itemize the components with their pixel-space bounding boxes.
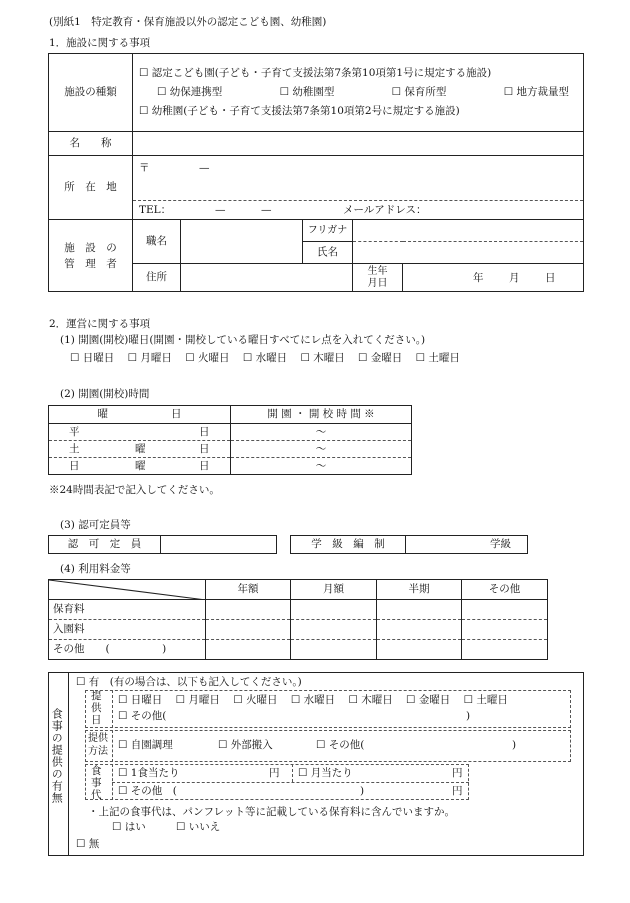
meal-day-sat[interactable]: ☐ 土曜日 [463, 694, 508, 706]
method-own-kitchen[interactable]: ☐ 自園調理 [118, 739, 173, 751]
day-mon[interactable]: ☐ 月曜日 [127, 352, 172, 364]
fee-cell[interactable] [462, 600, 548, 620]
cost-other-close: ) [360, 785, 365, 797]
tel-dash-2: — [261, 204, 272, 216]
name-label: 名 称 [49, 132, 133, 156]
hours-table [48, 405, 412, 475]
day-sun[interactable]: ☐ 日曜日 [70, 352, 115, 364]
fee-col-half: 半期 [377, 580, 462, 600]
pamphlet-no[interactable]: ☐ いいえ [176, 821, 221, 833]
cost-other[interactable]: ☐ その他 ( [118, 785, 177, 797]
fee-cell[interactable] [377, 620, 462, 640]
address-field[interactable] [133, 156, 584, 220]
section2-title: 2．運営に関する事項 [49, 318, 151, 330]
address-divider [133, 200, 583, 201]
furigana-field[interactable] [353, 220, 584, 242]
sub-option-chiho[interactable]: ☐ 地方裁量型 [503, 86, 569, 98]
hours-row-weekday: 平 日 [49, 424, 231, 441]
email-label: メールアドレス： [343, 204, 427, 216]
hours-note: ※24時間表記で記入してください。 [49, 484, 220, 496]
hours-row-saturday: 土 曜 日 [49, 441, 231, 458]
meal-days-row [118, 694, 508, 707]
day-fri[interactable]: ☐ 金曜日 [358, 352, 403, 364]
fee-cell[interactable] [462, 640, 548, 660]
cost-other-yen: 円 [452, 785, 463, 797]
hours-head-day: 曜 日 [49, 406, 231, 424]
classes-field[interactable]: 学級 [406, 536, 528, 554]
divider [292, 764, 293, 782]
birth-label: 生年 月日 [353, 264, 403, 292]
sub-option-yoho[interactable]: ☐ 幼保連携型 [157, 86, 223, 98]
hours-title: (2) 開園(開校)時間 [60, 388, 150, 400]
method-other[interactable]: ☐ その他( [316, 739, 365, 751]
address-label: 所 在 地 [49, 156, 133, 220]
hours-saturday-time[interactable]: ～ [231, 441, 412, 458]
cost-label: 食 事 代 [91, 765, 102, 801]
diagonal-line [49, 580, 206, 600]
document-heading: (別紙1 特定教育・保育施設以外の認定こども園、幼稚園) [49, 16, 327, 28]
fee-row-tuition: 保育料 [49, 600, 206, 620]
capacity-field[interactable] [161, 536, 277, 554]
cost-per-meal-yen: 円 [269, 767, 280, 779]
days-title: (1) 開園(開校)曜日(開園・開校している曜日すべてにレ点を入れてください。) [60, 334, 426, 346]
hours-weekday-time[interactable]: ～ [231, 424, 412, 441]
name-field[interactable] [133, 132, 584, 156]
fee-col-other: その他 [462, 580, 548, 600]
classes-table [290, 535, 528, 554]
method-external[interactable]: ☐ 外部搬入 [218, 739, 273, 751]
day-tue[interactable]: ☐ 火曜日 [185, 352, 230, 364]
postal-mark: 〒 [139, 162, 150, 174]
postal-dash: — [199, 162, 210, 174]
pamphlet-question: ・上記の食事代は、パンフレット等に記載している保育料に含んでいますか。 [88, 806, 455, 818]
fee-cell[interactable] [291, 620, 377, 640]
hours-row-sunday: 日 曜 日 [49, 458, 231, 475]
classes-label: 学 級 編 制 [291, 536, 406, 554]
meals-yes-option[interactable]: ☐ 有 (有の場合は、以下も記入してください。) [76, 676, 302, 688]
day-thu[interactable]: ☐ 木曜日 [300, 352, 345, 364]
furigana-label: フリガナ [303, 220, 353, 242]
day-sat[interactable]: ☐ 土曜日 [415, 352, 460, 364]
checkbox-kodomoen[interactable]: ☐ [139, 67, 149, 79]
cost-per-meal[interactable]: ☐ 1食当たり [118, 767, 180, 779]
meal-day-tue[interactable]: ☐ 火曜日 [233, 694, 278, 706]
meal-day-thu[interactable]: ☐ 木曜日 [348, 694, 393, 706]
fee-cell[interactable] [377, 600, 462, 620]
meal-day-other-close: ) [466, 710, 471, 722]
residence-field[interactable] [181, 264, 353, 292]
divider [112, 690, 113, 728]
sub-option-yochien[interactable]: ☐ 幼稚園型 [279, 86, 335, 98]
method-label: 提供 方法 [88, 733, 108, 757]
fees-title: (4) 利用料金等 [60, 563, 131, 575]
meal-day-fri[interactable]: ☐ 金曜日 [406, 694, 451, 706]
fee-cell[interactable] [291, 640, 377, 660]
pamphlet-yes[interactable]: ☐ はい [112, 821, 146, 833]
method-other-close: ) [512, 739, 517, 751]
fee-col-monthly: 月額 [291, 580, 377, 600]
fee-cell[interactable] [291, 600, 377, 620]
facility-type-label: 施設の種類 [49, 54, 133, 132]
fee-cell[interactable] [206, 620, 291, 640]
fee-cell[interactable] [462, 620, 548, 640]
meal-day-other[interactable]: ☐ その他( [118, 710, 167, 722]
meal-day-sun[interactable]: ☐ 日曜日 [118, 694, 163, 706]
sub-option-hoikusho[interactable]: ☐ 保育所型 [391, 86, 447, 98]
fee-cell[interactable] [377, 640, 462, 660]
fee-cell[interactable] [206, 640, 291, 660]
meals-side-divider [68, 672, 69, 856]
post-label: 職名 [133, 220, 181, 264]
meals-side-label: 食事の提供の有無 [50, 708, 64, 804]
person-name-field[interactable] [353, 242, 584, 264]
fee-cell[interactable] [206, 600, 291, 620]
checkbox-yochien[interactable]: ☐ [139, 105, 149, 117]
facility-type-options: ☐ 認定こども園(子ども・子育て支援法第7条第10項第1号に規定する施設) ☐ 幼保連携型 ☐ 幼稚園型 ☐ 保育所型 ☐ 地方裁量型 ☐ 幼稚園(子ども・子育て支援法第7条第10項第2号に規定する施設) [133, 54, 584, 132]
fee-col-annual: 年額 [206, 580, 291, 600]
hours-sunday-time[interactable]: ～ [231, 458, 412, 475]
meals-none-option[interactable]: ☐ 無 [76, 838, 100, 850]
provide-day-label: 提 供 日 [91, 690, 102, 726]
fees-table [48, 579, 548, 660]
residence-label: 住所 [133, 264, 181, 292]
capacity-label: 認 可 定 員 [49, 536, 161, 554]
fees-corner [49, 580, 206, 600]
tel-label: TEL： [139, 204, 172, 216]
capacity-title: (3) 認可定員等 [60, 519, 131, 531]
meal-day-mon[interactable]: ☐ 月曜日 [175, 694, 220, 706]
cost-per-month-yen: 円 [452, 767, 463, 779]
fee-row-entrance: 入園料 [49, 620, 206, 640]
capacity-table [48, 535, 277, 554]
hours-head-time: 開 園 ・ 開 校 時 間 ※ [231, 406, 412, 424]
fee-row-other: その他 ( ) [49, 640, 206, 660]
post-field[interactable] [181, 220, 303, 264]
birth-date-field[interactable]: 年 月 日 [403, 264, 584, 292]
section1-title: 1．施設に関する事項 [49, 37, 151, 49]
cost-per-month[interactable]: ☐ 月当たり [298, 767, 353, 779]
manager-label: 施 設 の 管 理 者 [49, 220, 133, 292]
open-days-row [70, 352, 470, 365]
day-wed[interactable]: ☐ 水曜日 [242, 352, 288, 364]
tel-dash-1: — [215, 204, 226, 216]
divider [112, 730, 113, 762]
divider [112, 782, 469, 783]
meal-day-wed[interactable]: ☐ 水曜日 [290, 694, 336, 706]
person-name-label: 氏名 [303, 242, 353, 264]
facility-table [48, 53, 584, 292]
